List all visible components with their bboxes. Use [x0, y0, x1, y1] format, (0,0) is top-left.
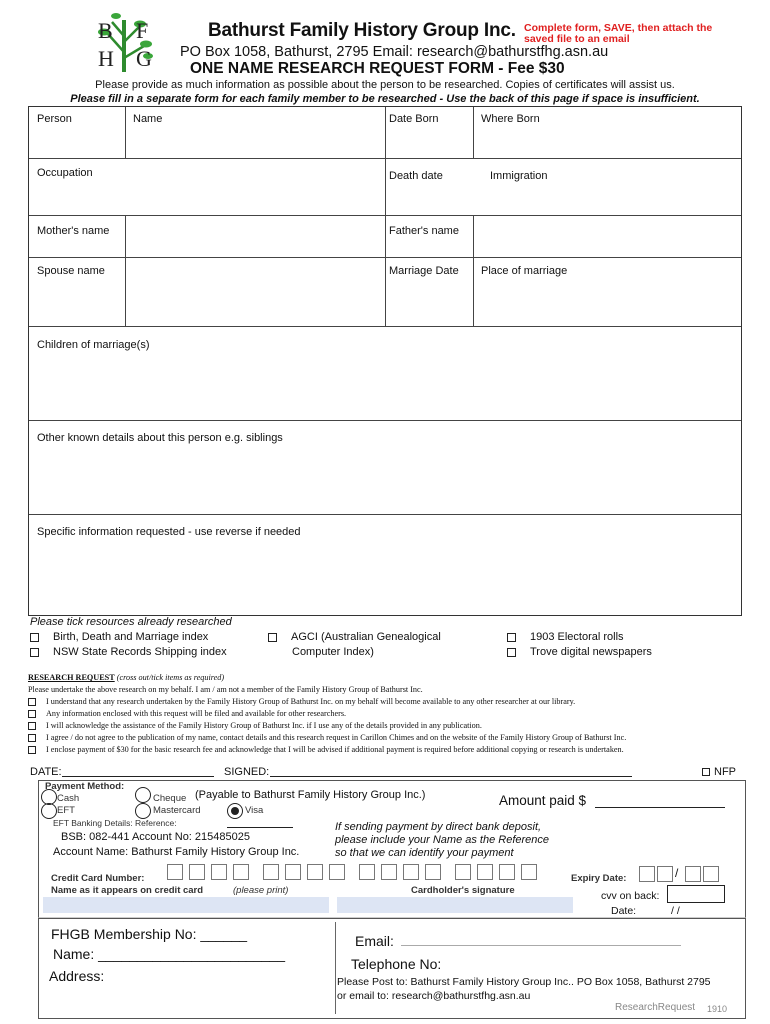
intro-text: Please provide as much information as possible about the person to be researched. Copies of certificates will assist us.	[95, 79, 675, 91]
mastercard-radio[interactable]	[135, 803, 151, 819]
request-item-5[interactable]	[28, 745, 624, 754]
visa-radio[interactable]	[227, 803, 243, 819]
mastercard-label: Mastercard	[153, 805, 201, 816]
logo-letter-g: G	[136, 46, 152, 71]
logo-letter-b: B	[98, 18, 113, 43]
person-details-table	[28, 106, 742, 616]
expiry-date-field[interactable]: /	[639, 866, 739, 882]
resource-agci-label: AGCI (Australian Genealogical	[291, 631, 441, 643]
place-of-marriage-label: Place of marriage	[481, 265, 568, 277]
specific-info-label: Specific information requested - use reverse if needed	[37, 526, 301, 538]
cheque-label: Cheque	[153, 793, 187, 804]
email-label: Email:	[355, 933, 394, 949]
resource-bdm-label: Birth, Death and Marriage index	[53, 631, 209, 643]
cheque-radio[interactable]	[135, 787, 151, 803]
name-label: Name: ________________________	[53, 946, 285, 962]
other-details-label: Other known details about this person e.g. siblings	[37, 432, 283, 444]
fathers-name-label: Father's name	[389, 225, 459, 237]
cardholder-signature-label: Cardholder's signature	[411, 885, 515, 896]
where-born-label: Where Born	[481, 113, 540, 125]
resource-electoral-label: 1903 Electoral rolls	[530, 631, 624, 643]
nfp-label: NFP	[714, 766, 736, 778]
document-version: 1910	[707, 1004, 728, 1014]
person-label: Person	[37, 113, 72, 125]
cvv-field[interactable]	[667, 885, 725, 903]
address-label: Address:	[49, 968, 105, 984]
research-request-intro: Please undertake the above research on my behalf. I am / am not a member of the Family History Group of Bathurst Inc.	[28, 685, 423, 694]
org-name: Bathurst Family History Group Inc.	[208, 20, 516, 41]
email-to-text: or email to: research@bathurstfhg.asn.au	[337, 990, 531, 1002]
resource-agci-checkbox[interactable]	[268, 631, 441, 643]
eft-radio[interactable]	[41, 803, 57, 819]
contact-section	[38, 917, 746, 1019]
card-name-field[interactable]	[43, 897, 329, 913]
card-date-label: Date:	[611, 905, 637, 917]
nfp-checkbox[interactable]	[702, 766, 736, 778]
please-print-label: (please print)	[233, 885, 289, 896]
logo-letter-f: F	[136, 18, 149, 43]
resource-bdm-checkbox[interactable]	[30, 631, 208, 643]
request-item-4[interactable]	[28, 733, 626, 742]
logo	[88, 12, 160, 74]
payment-method-label: Payment Method:	[45, 781, 125, 792]
cardholder-signature-field[interactable]	[337, 897, 573, 913]
resource-agci-label-2: Computer Index)	[292, 646, 374, 658]
date-label: DATE:	[30, 766, 62, 778]
resource-shipping-checkbox[interactable]	[30, 646, 227, 658]
signature-field[interactable]	[270, 776, 632, 777]
request-item-2[interactable]	[28, 709, 346, 718]
email-field[interactable]	[401, 945, 681, 946]
marriage-date-label: Marriage Date	[389, 265, 459, 277]
research-request-note: (cross out/tick items as required)	[116, 673, 225, 682]
date-born-label: Date Born	[389, 113, 439, 125]
request-item-2-label: Any information enclosed with this request will be filed and available for other researchers.	[46, 709, 347, 718]
request-item-5-label: I enclose payment of $30 for the basic research fee and acknowledge that I will be advised if additional payment is required before additional copying or research is undertaken.	[46, 745, 624, 754]
payment-section	[38, 780, 746, 919]
resource-electoral-checkbox[interactable]	[507, 631, 624, 643]
spouse-name-label: Spouse name	[37, 265, 105, 277]
account-name-text: Account Name: Bathurst Family History Group Inc.	[53, 846, 300, 858]
signed-label: SIGNED:	[224, 766, 270, 778]
request-item-3-label: I will acknowledge the assistance of the Family History Group of Bathurst Inc. if I use any of the details provided in any publication.	[46, 721, 482, 730]
document-code: ResearchRequest	[615, 1002, 696, 1013]
expiry-label: Expiry Date:	[571, 873, 627, 884]
instruction-note: Complete form, SAVE, then attach the saved file to an email	[524, 22, 713, 45]
telephone-label: Telephone No:	[351, 956, 442, 972]
amount-paid-field[interactable]	[595, 807, 725, 808]
address-line: PO Box 1058, Bathurst, 2795 Email: research@bathurstfhg.asn.au	[180, 44, 609, 60]
deposit-note-1: If sending payment by direct bank deposit,	[335, 821, 542, 833]
occupation-label: Occupation	[37, 167, 93, 179]
resources-heading: Please tick resources already researched	[30, 616, 232, 628]
request-item-3[interactable]	[28, 721, 482, 730]
request-item-1-label: I understand that any research undertaken by the Family History Group of Bathurst Inc. on my behalf will become available to any other researcher at our library.	[46, 697, 576, 706]
credit-card-number-field[interactable]	[167, 864, 547, 880]
research-request-heading-row	[28, 673, 224, 682]
immigration-label: Immigration	[490, 170, 548, 182]
eft-reference-field[interactable]	[227, 827, 293, 828]
resource-trove-label: Trove digital newspapers	[530, 646, 652, 658]
name-label: Name	[133, 113, 163, 125]
deposit-note-3: so that we can identify your payment	[335, 847, 514, 859]
membership-no-label: FHGB Membership No: ______	[51, 926, 248, 942]
children-label: Children of marriage(s)	[37, 339, 150, 351]
death-date-label: Death date	[389, 170, 443, 182]
resource-shipping-label: NSW State Records Shipping index	[53, 646, 227, 658]
card-date-field[interactable]: / /	[671, 905, 680, 917]
intro-bold-text: Please fill in a separate form for each family member to be researched - Use the back of this page if space is insufficient.	[70, 93, 700, 105]
post-to-text: Please Post to: Bathurst Family History Group Inc.. PO Box 1058, Bathurst 2795	[337, 976, 711, 988]
cash-label: Cash	[57, 793, 80, 804]
eft-label: EFT	[57, 805, 75, 816]
credit-card-label: Credit Card Number:	[51, 873, 145, 884]
date-field[interactable]	[62, 776, 214, 777]
visa-label: Visa	[245, 805, 264, 816]
bsb-account-text: BSB: 082-441 Account No: 215485025	[61, 831, 250, 843]
request-item-1[interactable]	[28, 697, 575, 706]
request-item-4-label: I agree / do not agree to the publication of my name, contact details and this research request in Carillon Chimes and on the website of the Family History Group of Bathurst Inc.	[46, 733, 627, 742]
form-title: ONE NAME RESEARCH REQUEST FORM - Fee $30	[190, 60, 565, 77]
eft-details-label: EFT Banking Details: Reference:	[53, 818, 177, 828]
cvv-label: cvv on back:	[601, 890, 660, 902]
cheque-payable-note: (Payable to Bathurst Family History Group Inc.)	[195, 789, 426, 801]
resource-trove-checkbox[interactable]	[507, 646, 652, 658]
mothers-name-label: Mother's name	[37, 225, 110, 237]
logo-letter-h: H	[98, 46, 114, 71]
research-request-heading: RESEARCH REQUEST	[28, 673, 115, 682]
deposit-note-2: please include your Name as the Reference	[335, 834, 550, 846]
card-name-label: Name as it appears on credit card	[51, 885, 204, 896]
amount-paid-label: Amount paid $	[499, 793, 587, 808]
